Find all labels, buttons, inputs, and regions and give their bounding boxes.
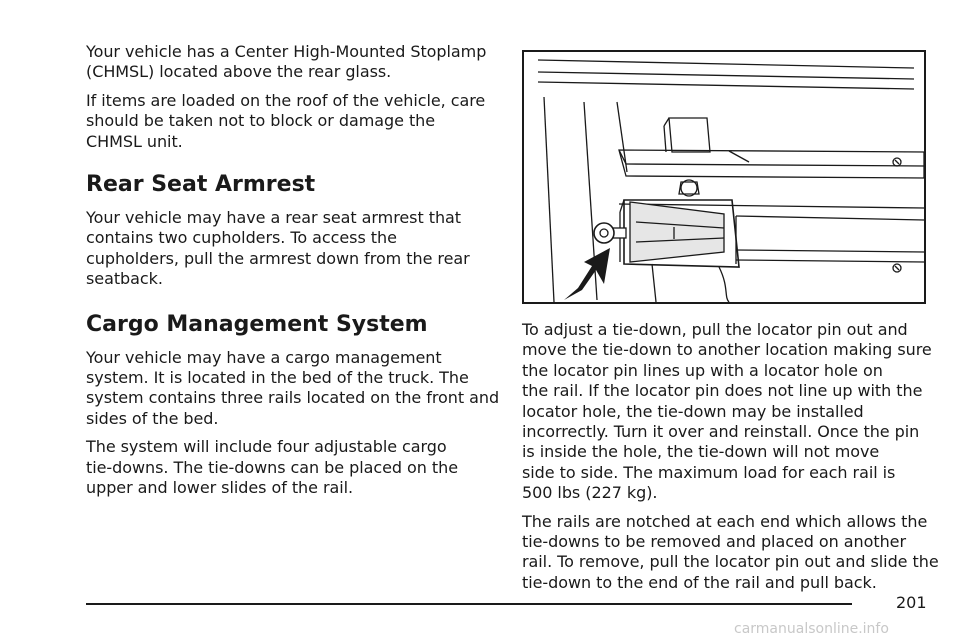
text-line: Your vehicle may have a cargo management xyxy=(86,347,442,367)
text-line: To adjust a tie-down, pull the locator pin out and xyxy=(522,320,908,339)
rail-line xyxy=(538,60,914,68)
text-line: sides of the bed. xyxy=(86,408,219,428)
tie-down-illustration xyxy=(522,50,926,304)
watermark: carmanualsonline.info xyxy=(734,621,889,637)
text-line: tie-downs. The tie-downs can be placed on the xyxy=(86,457,459,477)
right-column xyxy=(522,320,939,601)
text-line: is inside the hole, the tie-down will not move xyxy=(522,442,880,462)
cargo-paragraph-1 xyxy=(86,347,500,430)
left-column xyxy=(86,42,500,507)
text-line: rail. To remove, pull the locator pin out and slide the xyxy=(522,552,939,572)
text-line: move the tie-down to another location making sure xyxy=(522,340,932,360)
text-line: CHMSL unit. xyxy=(86,131,183,151)
upper-bracket xyxy=(669,118,710,152)
adjust-paragraph xyxy=(522,320,932,504)
armrest-heading: Rear Seat Armrest xyxy=(86,172,316,198)
text-line: tie-down to the end of the rail and pull back. xyxy=(522,572,877,592)
locator-pin xyxy=(594,223,614,243)
tie-down-drawing xyxy=(524,52,924,302)
text-line: incorrectly. Turn it over and reinstall. Once the pin xyxy=(522,422,920,442)
chmsl-paragraph xyxy=(86,42,496,83)
text-line: system contains three rails located on the front and xyxy=(86,388,500,408)
text-line: contains two cupholders. To access the xyxy=(86,228,397,248)
text-line: the rail. If the locator pin does not line up with the xyxy=(522,381,923,401)
text-line: Your vehicle may have a rear seat armrest that xyxy=(86,208,462,228)
text-line: seatback. xyxy=(86,269,163,289)
text-line: side to side. The maximum load for each rail is xyxy=(522,462,896,482)
text-line: The system will include four adjustable cargo xyxy=(86,437,447,457)
text-line: locator hole, the tie-down may be installed xyxy=(522,401,864,421)
text-line: upper and lower slides of the rail. xyxy=(86,478,354,498)
text-line: should be taken not to block or damage the xyxy=(86,111,436,131)
text-line: 500 lbs (227 kg). xyxy=(522,483,658,503)
notch-paragraph xyxy=(522,511,939,594)
text-line: (CHMSL) located above the rear glass. xyxy=(86,62,392,82)
pointer-arrow-icon xyxy=(564,248,610,300)
page-number: 201 xyxy=(896,593,927,612)
text-line: tie-downs to be removed and placed on another xyxy=(522,532,906,552)
wall-line xyxy=(544,97,554,302)
text-line: The rails are notched at each end which allows the xyxy=(522,511,928,531)
roof-load-paragraph xyxy=(86,91,496,152)
text-line: cupholders, pull the armrest down from the rear xyxy=(86,248,470,268)
cargo-heading: Cargo Management System xyxy=(86,311,428,337)
rail-line xyxy=(538,82,914,89)
rail-line xyxy=(538,72,914,79)
text-line: If items are loaded on the roof of the vehicle, care xyxy=(86,90,486,110)
text-line: the locator pin lines up with a locator hole on xyxy=(522,360,883,380)
cargo-paragraph-2 xyxy=(86,437,496,498)
text-line: system. It is located in the bed of the truck. The xyxy=(86,368,469,388)
text-line: Your vehicle has a Center High-Mounted Stoplamp xyxy=(86,42,487,61)
armrest-paragraph xyxy=(86,208,496,290)
footer-divider xyxy=(86,603,852,605)
